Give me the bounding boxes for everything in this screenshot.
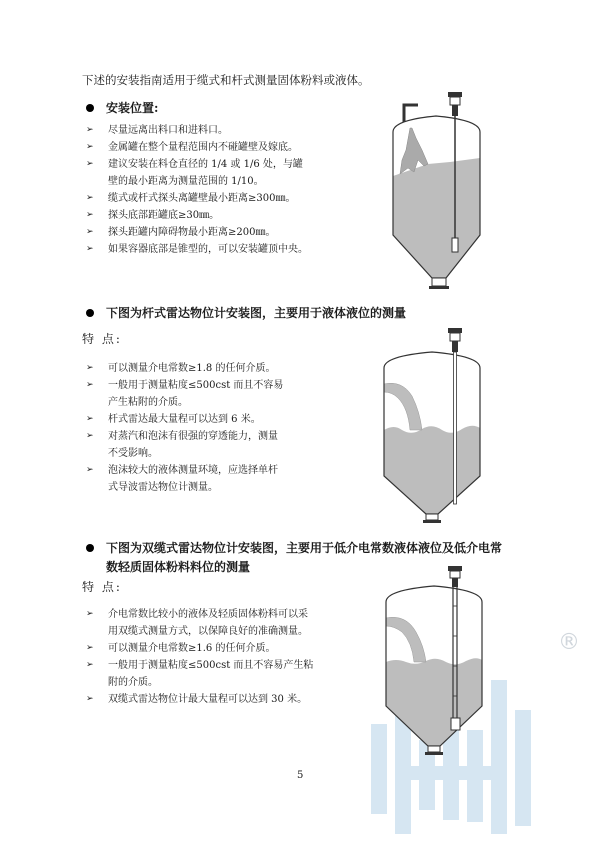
sensor-head xyxy=(448,328,462,333)
arrow-bullet-icon: ➢ xyxy=(86,694,94,704)
outlet-flange xyxy=(423,520,441,523)
intro-text: 下述的安装指南适用于缆式和杆式测量固体粉料或液体。 xyxy=(82,73,370,87)
section3-title-line1: 下图为双缆式雷达物位计安装图，主要用于低介电常数液体液位及低介电常 xyxy=(106,541,503,555)
arrow-bullet-icon: ➢ xyxy=(86,227,94,237)
arrow-bullet-icon: ➢ xyxy=(86,125,94,135)
arrow-bullet-icon: ➢ xyxy=(86,142,94,152)
outlet-flange xyxy=(425,752,443,755)
section3-feature-label: 特 点: xyxy=(82,580,122,594)
arrow-bullet-icon: ➢ xyxy=(86,193,94,203)
section2-heading xyxy=(86,304,406,321)
list-item: ➢ 探头距罐内障碍物最小距离≥200㎜。 xyxy=(86,224,336,241)
list-item: ➢ 可以测量介电常数≥1.8 的任何介质。 xyxy=(86,360,336,377)
list-item: ➢ 缆式或杆式探头离罐壁最小距离≥300㎜。 xyxy=(86,190,336,207)
section2-title: 下图为杆式雷达物位计安装图，主要用于液体液位的测量 xyxy=(106,306,407,320)
list-item: ➢ 杆式雷达最大量程可以达到 6 米。 xyxy=(86,411,336,428)
section2-feature-label: 特 点: xyxy=(82,332,122,346)
section1-list xyxy=(86,122,336,258)
arrow-bullet-icon: ➢ xyxy=(86,643,94,653)
probe-weight xyxy=(451,718,460,730)
arrow-bullet-icon: ➢ xyxy=(86,414,94,424)
arrow-bullet-icon: ➢ xyxy=(86,380,94,390)
rod-probe xyxy=(454,352,457,504)
list-item: ➢ 泡沫较大的液体测量环境，应选择单杆 式导波雷达物位计测量。 xyxy=(86,462,336,496)
list-item: ➢ 介电常数比较小的液体及轻质固体粉料可以采 用双缆式测量方式，以保障良好的准确测量。 xyxy=(86,606,342,640)
probe-weight xyxy=(452,238,458,252)
material-fill xyxy=(386,658,482,746)
bullet-dot xyxy=(86,104,94,112)
arrow-bullet-icon: ➢ xyxy=(86,244,94,254)
list-item: ➢ 一般用于测量粘度≤500cst 而且不容易 产生粘附的介质。 xyxy=(86,377,336,411)
list-item: ➢ 金属罐在整个量程范围内不碰罐壁及嫁底。 xyxy=(86,139,336,156)
section3-list xyxy=(86,606,342,708)
section1-heading xyxy=(86,99,158,116)
sensor-head xyxy=(448,566,462,571)
tank-twin-cable-diagram xyxy=(382,566,487,760)
section3-heading xyxy=(86,539,502,556)
outlet-flange xyxy=(429,286,449,289)
registered-mark: ® xyxy=(558,630,580,655)
section2-list xyxy=(86,360,336,496)
arrow-bullet-icon: ➢ xyxy=(86,363,94,373)
section1-title: 安装位置: xyxy=(106,101,159,115)
outlet-nozzle xyxy=(432,278,446,286)
outlet-nozzle xyxy=(428,746,440,752)
list-item: ➢ 探头底部距罐底≥30㎜。 xyxy=(86,207,336,224)
arrow-bullet-icon: ➢ xyxy=(86,609,94,619)
list-item: ➢ 对蒸汽和泡沫有很强的穿透能力，测量 不受影响。 xyxy=(86,428,336,462)
sensor-head xyxy=(448,92,462,97)
list-item: ➢ 可以测量介电常数≥1.6 的任何介质。 xyxy=(86,640,342,657)
liquid-fill xyxy=(384,426,480,514)
arrow-bullet-icon: ➢ xyxy=(86,159,94,169)
bullet-dot xyxy=(86,309,94,317)
arrow-bullet-icon: ➢ xyxy=(86,660,94,670)
arrow-bullet-icon: ➢ xyxy=(86,431,94,441)
list-item: ➢ 如果容器底部是锥型的，可以安装罐顶中央。 xyxy=(86,241,336,258)
section3-title-line2: 数轻质固体粉料料位的测量 xyxy=(106,560,251,574)
page-number: 5 xyxy=(297,770,304,781)
silo-cable-diagram xyxy=(388,90,488,295)
list-item: ➢ 双缆式雷达物位计最大量程可以达到 30 米。 xyxy=(86,691,342,708)
material-fill xyxy=(393,158,480,278)
tank-rod-diagram xyxy=(380,326,485,526)
inlet-stream xyxy=(384,383,422,430)
list-item: ➢ 建议安装在料仓直径的 1/4 或 1/6 处，与罐 壁的最小距离为测量范围的 1/10。 xyxy=(86,156,336,190)
outlet-nozzle xyxy=(426,514,438,520)
bullet-dot xyxy=(86,544,94,552)
arrow-bullet-icon: ➢ xyxy=(86,210,94,220)
inlet-stream xyxy=(386,617,426,662)
arrow-bullet-icon: ➢ xyxy=(86,465,94,475)
list-item: ➢ 尽量远离出料口和进料口。 xyxy=(86,122,336,139)
list-item: ➢ 一般用于测量粘度≤500cst 而且不容易产生粘 附的介质。 xyxy=(86,657,342,691)
